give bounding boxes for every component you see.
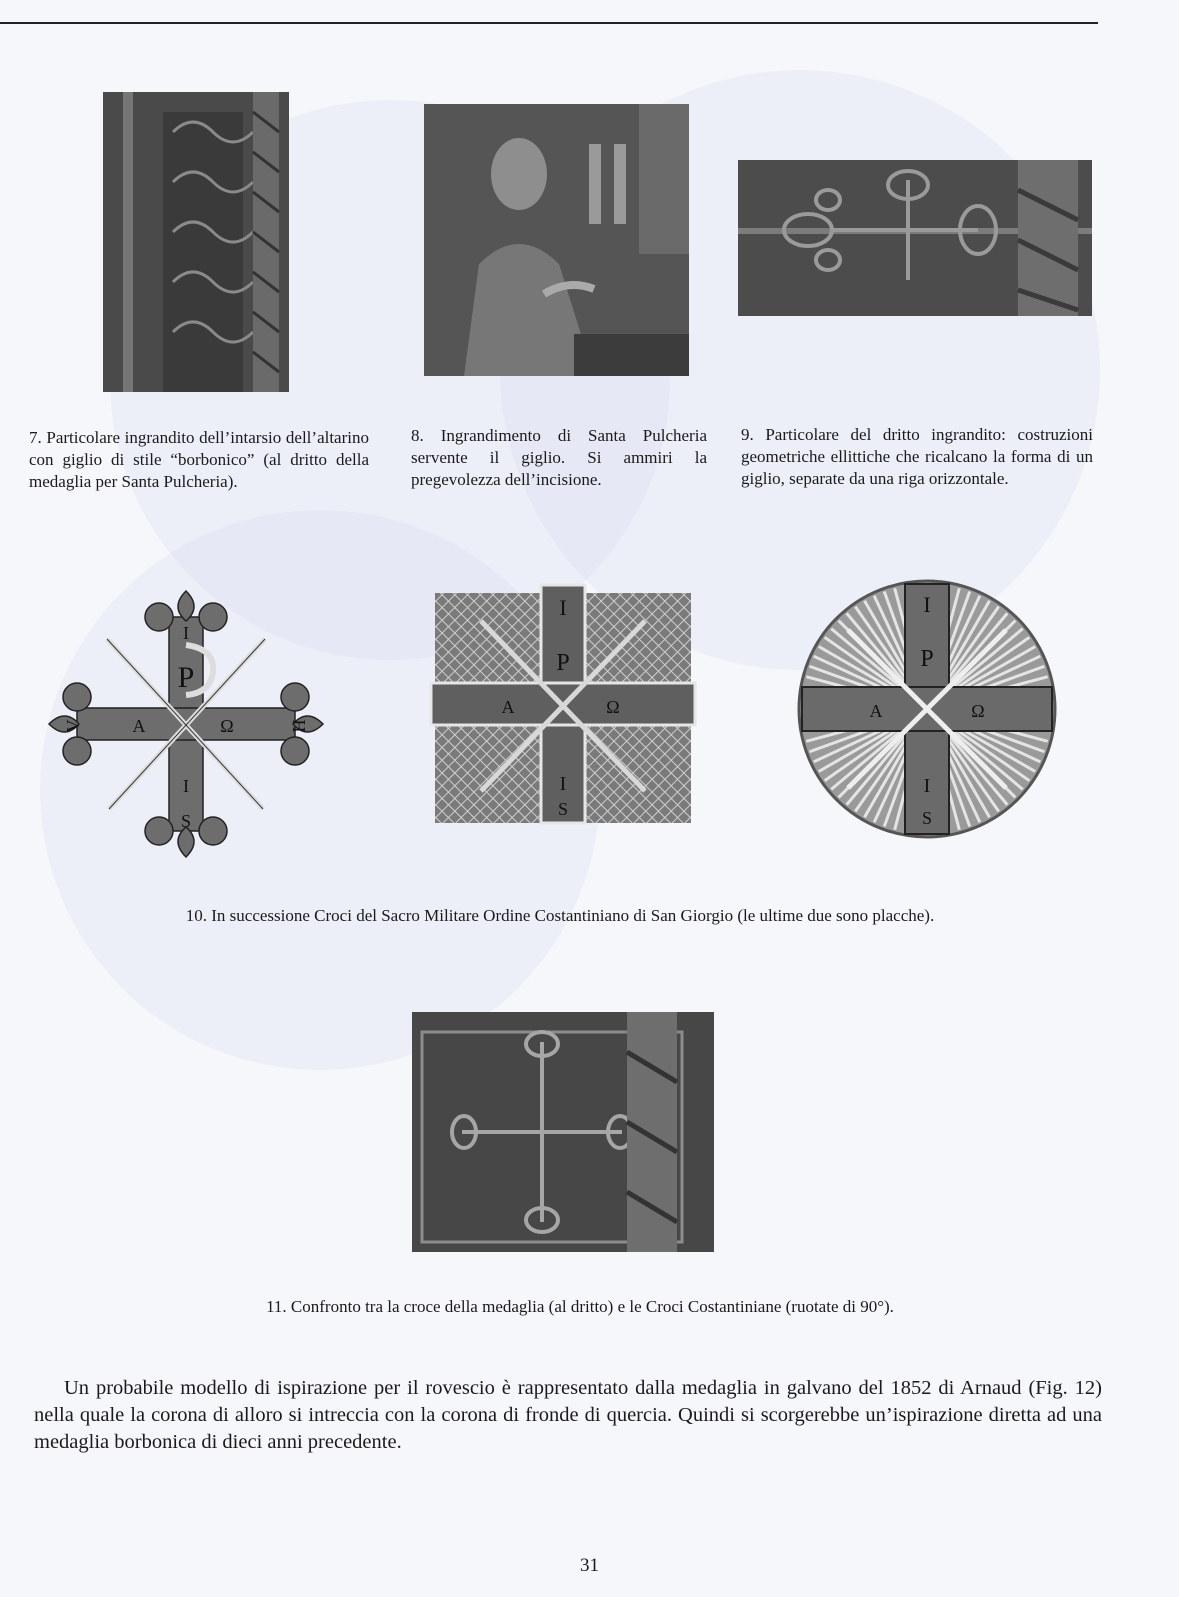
figure-9-caption: 9. Particolare del dritto ingrandito: costruzioni geometriche ellittiche che ricalcano la forma di un giglio, separate da una riga orizzontale. [741, 425, 1093, 488]
plaque-letter-omega: Ω [606, 697, 620, 717]
figure-8-photo [424, 104, 689, 376]
cross-letter-alpha: A [132, 716, 146, 736]
page-number: 31 [580, 1555, 599, 1576]
plaque-letter-rho: P [556, 650, 570, 676]
figure-10-constantinian-plaque-rays [788, 570, 1066, 848]
figure-10-caption: 10. In successione Croci del Sacro Militare Ordine Costantiniano di San Giorgio (le ultime due sono placche). [185, 906, 935, 925]
rays-letter-rho: P [920, 646, 934, 672]
figure-10-constantinian-cross-drawing [47, 587, 325, 861]
plaque-letter-alpha: A [501, 697, 515, 717]
rays-letter-alpha: A [869, 701, 883, 721]
rays-letter-omega: Ω [971, 701, 985, 721]
plaque-letter-bottom-i: I [559, 773, 567, 795]
rays-letter-bottom-i: I [923, 775, 931, 797]
plaque-letter-top: I [559, 595, 567, 620]
cross-letter-omega: Ω [220, 716, 234, 736]
rays-letter-top: I [923, 592, 931, 617]
plaque-letter-bottom-s: S [557, 799, 569, 819]
rays-letter-bottom-s: S [921, 808, 933, 828]
cross-letter-bottom-i: I [183, 776, 189, 796]
figure-7-photo [103, 92, 289, 392]
cross-letter-rho: P [177, 661, 195, 694]
figure-9-photo [738, 160, 1092, 316]
body-paragraph: Un probabile modello di ispirazione per il rovescio è rappresentato dalla medaglia in galvano del 1852 di Arnaud (Fig. 12) nella quale la corona di alloro si intreccia con la corona di fronde di quercia. Quindi si scorgerebbe un’ispirazione diretta ad una medaglia borbonica di dieci anni precedente. [34, 1377, 1102, 1453]
figure-10-constantinian-plaque-square [423, 575, 703, 833]
cross-letter-right: H [289, 719, 309, 733]
figure-7-caption: 7. Particolare ingrandito dell’intarsio dell’altarino con giglio di stile “borbonico” (al dritto della medaglia per Santa Pulcheria). [29, 428, 369, 491]
figure-11-photo [412, 1012, 714, 1252]
cross-letter-left: V [63, 719, 83, 733]
cross-letter-bottom-s: S [180, 811, 192, 831]
cross-letter-top: I [183, 623, 189, 643]
figure-11-caption: 11. Confronto tra la croce della medaglia (al dritto) e le Croci Costantiniane (ruotate di 90°). [266, 1297, 894, 1316]
figure-8-caption: 8. Ingrandimento di Santa Pulcheria servente il giglio. Si ammiri la pregevolezza dell’incisione. [411, 426, 707, 489]
header-rule [0, 22, 1098, 24]
